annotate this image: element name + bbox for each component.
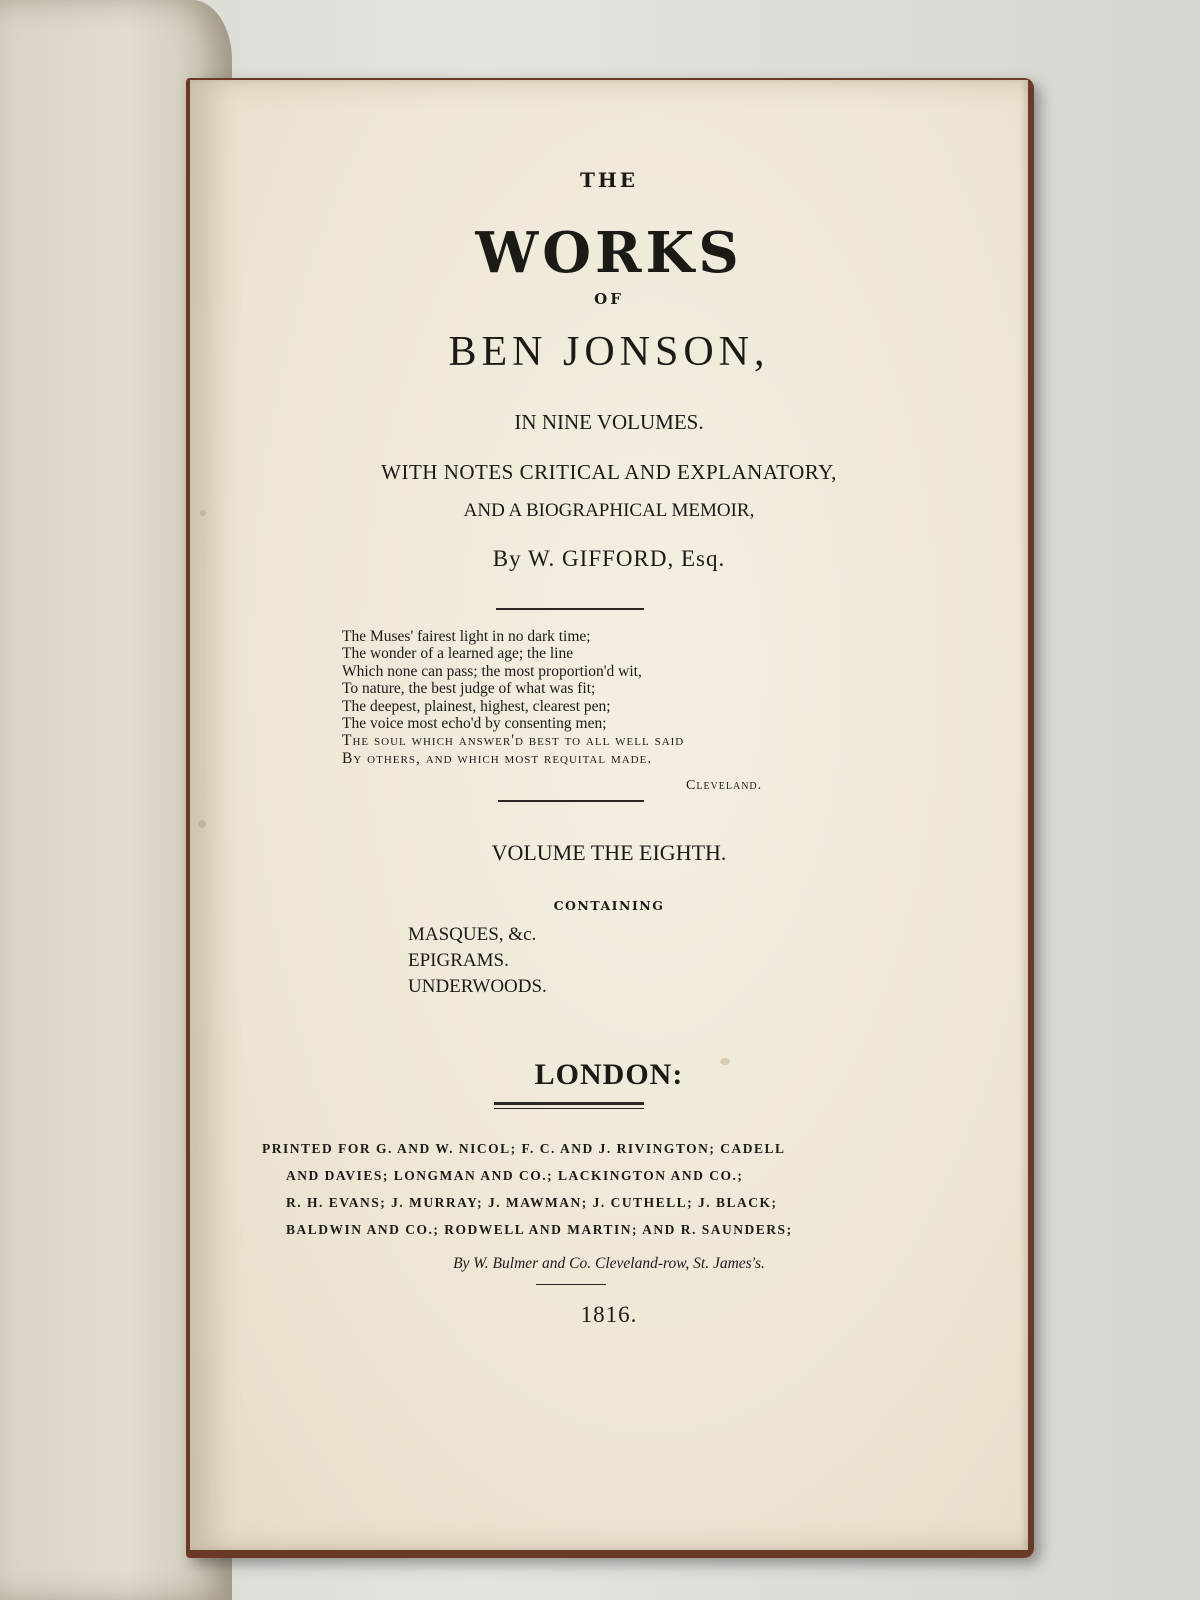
poem-line: The wonder of a learned age; the line (342, 645, 574, 663)
printer-line: By W. Bulmer and Co. Cleveland-row, St. James's. (453, 1255, 765, 1272)
poem-attribution: Cleveland. (686, 778, 763, 793)
notes-line: WITH NOTES CRITICAL AND EXPLANATORY, (381, 460, 837, 484)
poem-line: To nature, the best judge of what was fit; (342, 680, 596, 698)
memoir-line: AND A BIOGRAPHICAL MEMOIR, (463, 500, 755, 521)
title-author: BEN JONSON, (448, 329, 770, 375)
imprint-city: LONDON: (534, 1058, 684, 1091)
rule-below-city-thick (494, 1102, 644, 1105)
rule-above-year (536, 1284, 606, 1285)
imprint-line: AND DAVIES; LONGMAN AND CO.; LACKINGTON AND CO.; (286, 1168, 744, 1183)
imprint-block (262, 1135, 862, 1243)
rule-above-poem (496, 608, 644, 610)
rule-below-city-thin (494, 1108, 644, 1109)
containing-label: CONTAINING (553, 898, 665, 913)
foxing-spot (198, 820, 206, 828)
poem-line: The voice most echo'd by consenting men; (342, 715, 607, 733)
imprint-year: 1816. (580, 1302, 638, 1327)
imprint-line: R. H. EVANS; J. MURRAY; J. MAWMAN; J. CUTHELL; J. BLACK; (286, 1195, 778, 1210)
poem-line: The Muses' fairest light in no dark time; (342, 628, 591, 645)
contents-list (408, 922, 547, 1000)
title-of: OF (594, 290, 624, 308)
contents-item: UNDERWOODS. (408, 976, 547, 997)
epigraph-poem (342, 628, 802, 767)
poem-line: The deepest, plainest, highest, clearest pen; (342, 697, 611, 715)
title-page (190, 80, 1028, 1550)
rule-below-poem (498, 800, 644, 802)
imprint-line: PRINTED FOR G. AND W. NICOL; F. C. AND J. RIVINGTON; CADELL (262, 1141, 786, 1156)
imprint-line: BALDWIN AND CO.; RODWELL AND MARTIN; AND R. SAUNDERS; (286, 1222, 793, 1237)
editor-line: By W. GIFFORD, Esq. (492, 546, 726, 571)
volume-line: VOLUME THE EIGHTH. (491, 840, 727, 865)
poem-line: The soul which answer'd best to all well said (342, 732, 685, 750)
title-works: WORKS (475, 220, 743, 286)
contents-item: MASQUES, &c. (408, 924, 537, 945)
title-the: THE (579, 168, 639, 192)
poem-line: Which none can pass; the most proportion'd wit, (342, 662, 642, 680)
poem-line: By others, and which most requital made. (342, 749, 653, 767)
volumes-line: IN NINE VOLUMES. (514, 410, 704, 434)
contents-item: EPIGRAMS. (408, 950, 509, 971)
